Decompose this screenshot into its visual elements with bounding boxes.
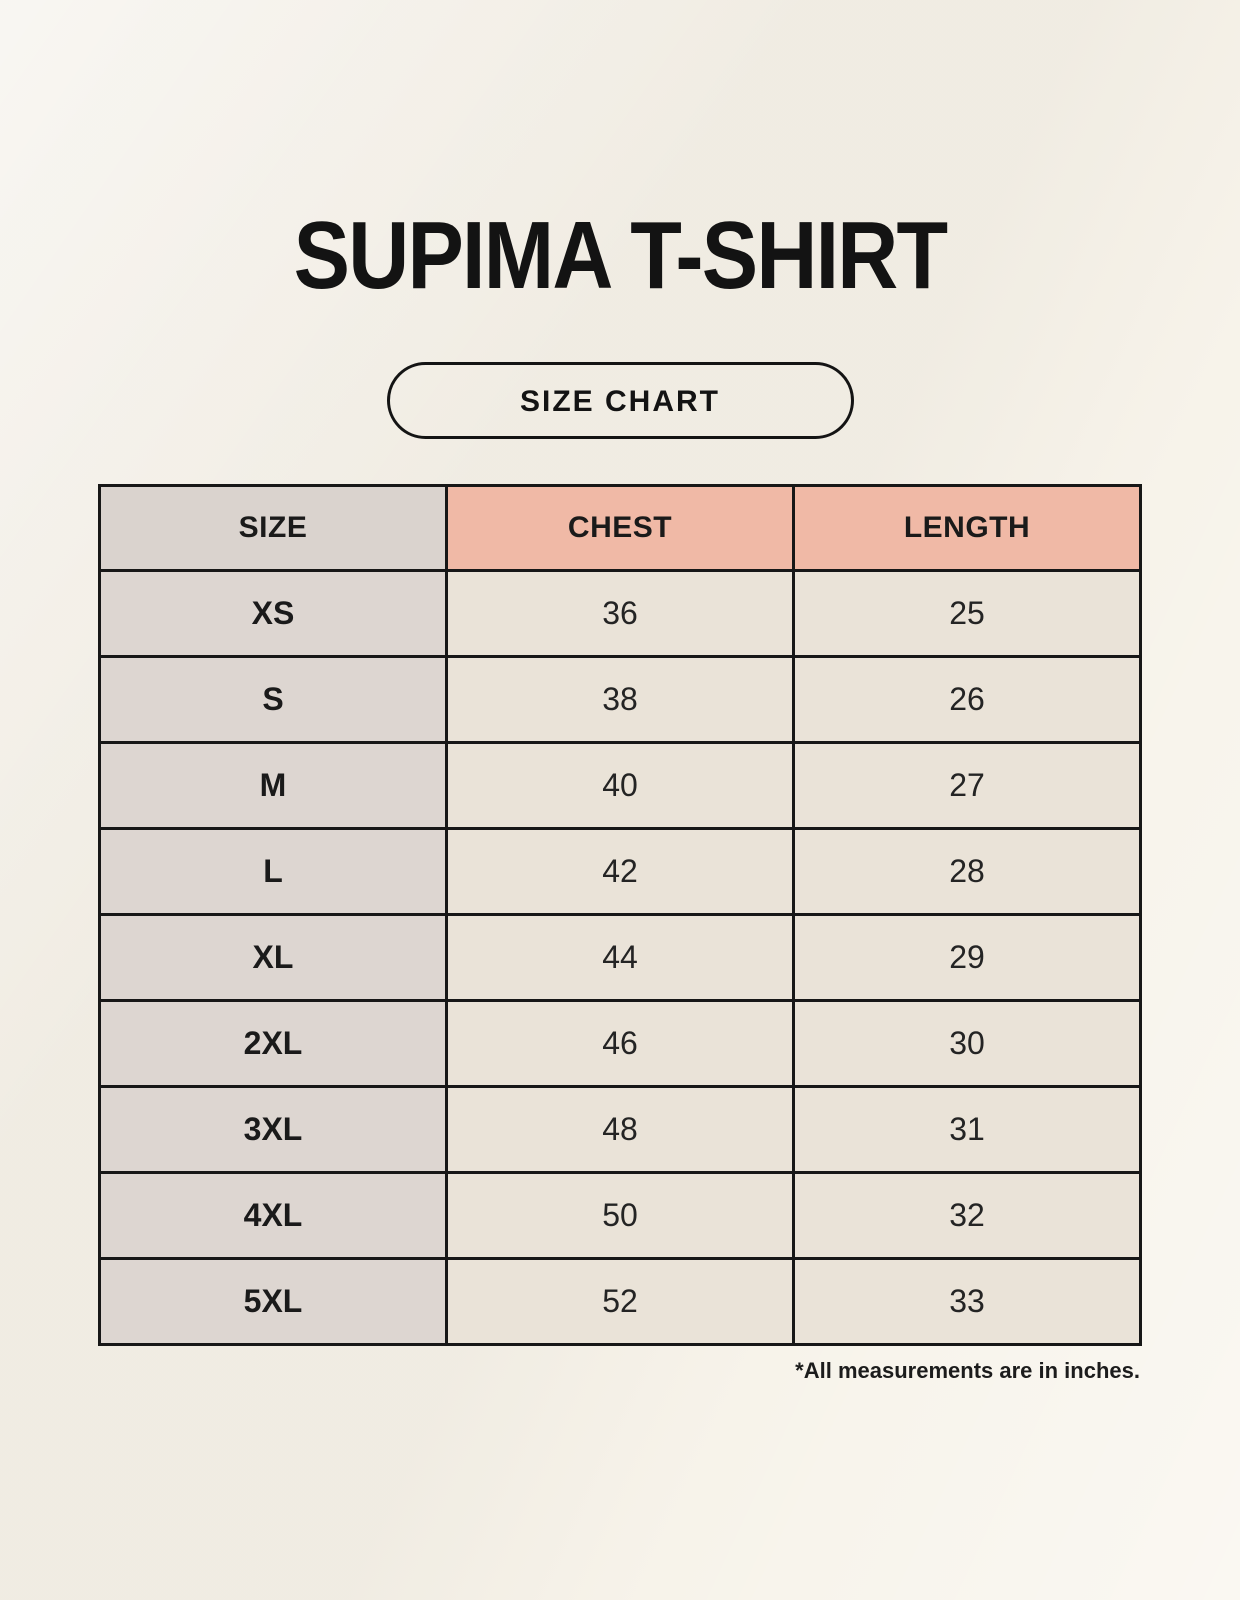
table-row-s	[100, 657, 1141, 743]
size-cell: M	[100, 743, 447, 829]
chest-value-cell: 42	[447, 829, 794, 915]
table-row-4xl	[100, 1173, 1141, 1259]
column-header-size: SIZE	[100, 486, 447, 571]
size-cell: 2XL	[100, 1001, 447, 1087]
chest-value-cell: 50	[447, 1173, 794, 1259]
column-header-chest: CHEST	[447, 486, 794, 571]
page-title: SUPIMA T-SHIRT	[293, 202, 947, 309]
size-cell: 4XL	[100, 1173, 447, 1259]
measurements-footnote: *All measurements are in inches.	[795, 1358, 1140, 1383]
table-row-l	[100, 829, 1141, 915]
table-row-xl	[100, 915, 1141, 1001]
size-table	[98, 484, 1142, 1346]
size-cell: XS	[100, 571, 447, 657]
chest-value-cell: 44	[447, 915, 794, 1001]
chest-value-cell: 38	[447, 657, 794, 743]
table-row-m	[100, 743, 1141, 829]
length-value-cell: 32	[794, 1173, 1141, 1259]
table-row-xs	[100, 571, 1141, 657]
length-value-cell: 29	[794, 915, 1141, 1001]
chest-value-cell: 36	[447, 571, 794, 657]
size-cell: 5XL	[100, 1259, 447, 1345]
length-value-cell: 26	[794, 657, 1141, 743]
table-row-5xl	[100, 1259, 1141, 1345]
chest-value-cell: 52	[447, 1259, 794, 1345]
length-value-cell: 31	[794, 1087, 1141, 1173]
size-cell: S	[100, 657, 447, 743]
length-value-cell: 30	[794, 1001, 1141, 1087]
table-row-3xl	[100, 1087, 1141, 1173]
length-value-cell: 33	[794, 1259, 1141, 1345]
size-cell: L	[100, 829, 447, 915]
table-row-2xl	[100, 1001, 1141, 1087]
length-value-cell: 28	[794, 829, 1141, 915]
size-cell: XL	[100, 915, 447, 1001]
size-chart-button[interactable]: SIZE CHART	[387, 362, 854, 439]
table-header-row	[100, 486, 1141, 571]
badge-container	[0, 362, 1240, 439]
length-value-cell: 27	[794, 743, 1141, 829]
length-value-cell: 25	[794, 571, 1141, 657]
chest-value-cell: 46	[447, 1001, 794, 1087]
column-header-length: LENGTH	[794, 486, 1141, 571]
chest-value-cell: 48	[447, 1087, 794, 1173]
size-cell: 3XL	[100, 1087, 447, 1173]
chest-value-cell: 40	[447, 743, 794, 829]
